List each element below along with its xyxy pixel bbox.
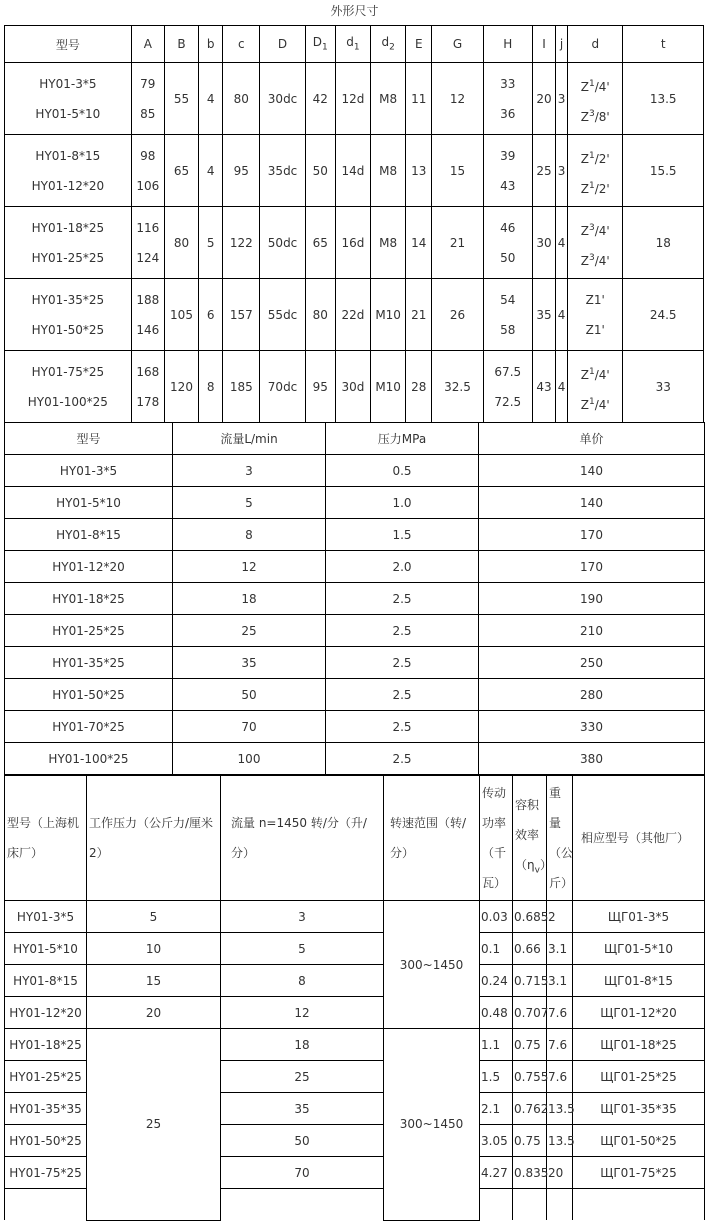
flow-cell: 100 [173,743,326,775]
header-cell: 流量L/min [173,423,326,455]
efficiency-cell: 0.835 [513,1157,547,1189]
equivalent-model-cell [573,1189,705,1221]
stacked-value: 46 [500,220,516,235]
spec-header-row [5,776,705,901]
cell-d: 35dc [260,135,305,207]
header-cell: d [568,26,623,63]
pressure-cell: 2.5 [326,679,479,711]
power-cell: 0.48 [480,997,513,1029]
cell-b: 4 [199,135,223,207]
pressure-cell: 10 [87,933,221,965]
header-cell: b [199,26,223,63]
stacked-value: 188 [136,292,160,307]
dimension-header-row [5,26,704,63]
price-cell: 170 [479,551,705,583]
superscript: 3 [589,108,595,119]
cell-i: 20 [532,63,555,135]
price-cell: 210 [479,615,705,647]
weight-cell: 3.1 [547,965,573,997]
superscript: 1 [589,180,595,191]
cell-h [483,351,532,423]
pressure-cell: 2.5 [326,743,479,775]
superscript: 1 [589,150,595,161]
model-cell: HY01-12*20 [5,551,173,583]
spec-row [5,901,705,933]
model-cell: HY01-50*25 [5,679,173,711]
header-cell: 型号 [5,26,132,63]
cell-d1: 42 [305,63,335,135]
flow-cell: 50 [221,1125,384,1157]
port-thread-value: $Z^1/4'$ [580,366,610,382]
stacked-value: 168 [136,364,160,379]
cell-c: 80 [223,63,260,135]
price-row [5,519,705,551]
cell-d: 55dc [260,279,305,351]
pressure-cell: 0.5 [326,455,479,487]
price-cell: 250 [479,647,705,679]
cell-j: 3 [556,63,568,135]
header-cell: 单价 [479,423,705,455]
model-cell: HY01-35*35 [5,1093,87,1125]
dimension-row [5,351,704,423]
cell-a [131,351,164,423]
weight-cell: 13.5 [547,1093,573,1125]
stacked-value: HY01-75*25 [31,364,105,379]
efficiency-cell: 0.66 [513,933,547,965]
stacked-value: 33 [500,76,516,91]
efficiency-cell: 0.707 [513,997,547,1029]
price-row [5,711,705,743]
cell-d [568,63,623,135]
header-cell: E [406,26,432,63]
stacked-value: HY01-12*20 [31,178,105,193]
header-cell: 相应型号（其他厂） [573,776,705,901]
power-cell: 3.05 [480,1125,513,1157]
cell-g: 15 [432,135,483,207]
stacked-value: 124 [136,250,160,265]
pressure-cell: 2.0 [326,551,479,583]
efficiency-cell [513,1189,547,1221]
flow-cell: 25 [173,615,326,647]
efficiency-cell: 0.762 [513,1093,547,1125]
superscript: 1 [589,366,595,377]
stacked-value: 36 [500,106,516,121]
superscript: 3 [589,222,595,233]
model-cell: HY01-3*5 [5,901,87,933]
cell-e: 11 [406,63,432,135]
cell-j: 3 [556,135,568,207]
pressure-cell: 1.0 [326,487,479,519]
cell-d2: M8 [371,207,406,279]
cell-b: 120 [164,351,198,423]
power-cell: 0.1 [480,933,513,965]
cell-i: 25 [532,135,555,207]
stacked-value: 98 [140,148,156,163]
header-cell: I [532,26,555,63]
stacked-value: HY01-18*25 [31,220,105,235]
weight-cell: 20 [547,1157,573,1189]
header-cell: H [483,26,532,63]
cell-j: 4 [556,279,568,351]
cell-e: 21 [406,279,432,351]
price-cell: 170 [479,519,705,551]
power-cell: 2.1 [480,1093,513,1125]
header-cell: 压力MPa [326,423,479,455]
cell-d2: M10 [371,351,406,423]
superscript: 3 [589,252,595,263]
model-cell: HY01-18*25 [5,583,173,615]
header-cell: j [556,26,568,63]
cell-t: 15.5 [623,135,704,207]
model-cell [5,1189,87,1221]
weight-cell: 3.1 [547,933,573,965]
efficiency-cell: 0.685 [513,901,547,933]
cell-models [5,279,132,351]
flow-cell: 8 [221,965,384,997]
equivalent-model-cell: ЩГ01-8*15 [573,965,705,997]
price-cell: 140 [479,455,705,487]
header-cell: 转速范围（转/分） [384,776,480,901]
equivalent-model-cell: ЩГ01-35*35 [573,1093,705,1125]
cell-d1: 22d [335,279,370,351]
equivalent-model-cell: ЩГ01-75*25 [573,1157,705,1189]
pressure-cell: 15 [87,965,221,997]
cell-i: 35 [532,279,555,351]
power-cell: 0.24 [480,965,513,997]
cell-d1: 12d [335,63,370,135]
dimension-table [4,25,704,423]
subscript: 1 [353,42,360,53]
caption: 外形尺寸 [330,4,379,18]
header-cell: $D_1$ [305,26,335,63]
header-cell: D [260,26,305,63]
header-cell: 传动功率（千瓦） [480,776,513,901]
pressure-cell: 2.5 [326,583,479,615]
flow-cell: 3 [221,901,384,933]
price-row [5,583,705,615]
price-cell: 380 [479,743,705,775]
equivalent-model-cell: ЩГ01-25*25 [573,1061,705,1093]
efficiency-cell: 0.75 [513,1125,547,1157]
weight-cell: 7.6 [547,1029,573,1061]
header-cell: $d_1$ [335,26,370,63]
pressure-cell: 5 [87,901,221,933]
price-row [5,455,705,487]
stacked-value: HY01-8*15 [35,148,101,163]
flow-cell: 5 [173,487,326,519]
stacked-value: HY01-50*25 [31,322,105,337]
stacked-value: 79 [140,76,156,91]
stacked-value: 67.5 [494,364,522,379]
dimension-row [5,63,704,135]
port-thread-value: Z1' [585,322,605,337]
cell-e: 28 [406,351,432,423]
cell-e: 14 [406,207,432,279]
stacked-value: 178 [136,394,160,409]
pressure-cell: 25 [87,1029,221,1221]
cell-d [568,207,623,279]
flow-cell: 35 [173,647,326,679]
cell-c: 185 [223,351,260,423]
cell-b: 8 [199,351,223,423]
cell-j: 4 [556,207,568,279]
cell-h [483,279,532,351]
model-cell: HY01-3*5 [5,455,173,487]
dimension-row [5,207,704,279]
header-cell: B [164,26,198,63]
cell-t: 33 [623,351,704,423]
stacked-value: 58 [500,322,516,337]
cell-models [5,351,132,423]
model-cell: HY01-5*10 [5,933,87,965]
cell-b: 80 [164,207,198,279]
cell-d [568,135,623,207]
pressure-cell: 2.5 [326,711,479,743]
header-cell: 工作压力（公斤力/厘米2） [87,776,221,901]
stacked-value: HY01-25*25 [31,250,105,265]
spec-row [5,997,705,1029]
flow-cell [221,1189,384,1221]
flow-cell: 12 [221,997,384,1029]
superscript: 1 [589,78,595,89]
cell-d2: M10 [371,279,406,351]
header-cell: A [131,26,164,63]
header-cell: 重量（公斤） [547,776,573,901]
spec-row [5,1029,705,1061]
flow-cell: 35 [221,1093,384,1125]
price-row [5,551,705,583]
cell-d [568,279,623,351]
cell-d: 70dc [260,351,305,423]
equivalent-model-cell: ЩГ01-3*5 [573,901,705,933]
pressure-cell: 2.5 [326,647,479,679]
cell-i: 30 [532,207,555,279]
header-cell: t [623,26,704,63]
stacked-value: 72.5 [494,394,522,409]
cell-d1: 14d [335,135,370,207]
model-cell: HY01-5*10 [5,487,173,519]
cell-c: 95 [223,135,260,207]
model-cell: HY01-12*20 [5,997,87,1029]
cell-h [483,63,532,135]
flow-cell: 5 [221,933,384,965]
model-cell: HY01-8*15 [5,965,87,997]
power-cell: 4.27 [480,1157,513,1189]
model-cell: HY01-25*25 [5,615,173,647]
price-row [5,615,705,647]
model-cell: HY01-75*25 [5,1157,87,1189]
cell-d1: 65 [305,207,335,279]
price-row [5,743,705,775]
flow-cell: 50 [173,679,326,711]
dimension-row [5,135,704,207]
stacked-value: 43 [500,178,516,193]
flow-cell: 70 [173,711,326,743]
header-cell: c [223,26,260,63]
cell-models [5,207,132,279]
cell-a [131,135,164,207]
price-cell: 140 [479,487,705,519]
subscript: 1 [322,42,328,53]
price-header-row [5,423,705,455]
stacked-value: 106 [136,178,160,193]
cell-d [568,351,623,423]
spec-row [5,933,705,965]
cell-g: 12 [432,63,483,135]
equivalent-model-cell: ЩГ01-18*25 [573,1029,705,1061]
speed-cell: 300~1450 [384,901,480,1029]
cell-g: 32.5 [432,351,483,423]
flow-cell: 8 [173,519,326,551]
header-cell: $d_2$ [371,26,406,63]
price-row [5,679,705,711]
model-cell: HY01-18*25 [5,1029,87,1061]
weight-cell: 7.6 [547,1061,573,1093]
flow-cell: 12 [173,551,326,583]
cell-c: 157 [223,279,260,351]
power-cell: 0.03 [480,901,513,933]
cell-b: 5 [199,207,223,279]
pressure-cell: 2.5 [326,615,479,647]
port-thread-value: $Z^3/4'$ [580,252,610,268]
stacked-value: HY01-3*5 [39,76,97,91]
price-row [5,487,705,519]
cell-g: 21 [432,207,483,279]
port-thread-value: $Z^3/4'$ [580,222,610,238]
stacked-value: 85 [140,106,156,121]
efficiency-cell: 0.715 [513,965,547,997]
model-cell: HY01-8*15 [5,519,173,551]
cell-d1: 16d [335,207,370,279]
header-cell: 容积效率$(\eta_v)$ [513,776,547,901]
price-cell: 330 [479,711,705,743]
efficiency-cell: 0.755 [513,1061,547,1093]
cell-b: 6 [199,279,223,351]
subscript: 2 [389,42,395,53]
cell-a [131,279,164,351]
cell-d1: 95 [305,351,335,423]
cell-b: 65 [164,135,198,207]
model-cell: HY01-100*25 [5,743,173,775]
stacked-value: 50 [500,250,516,265]
power-cell: 1.5 [480,1061,513,1093]
cell-d1: 30d [335,351,370,423]
power-cell: 1.1 [480,1029,513,1061]
header-cell: 流量 n=1450 转/分（升/分） [221,776,384,901]
port-thread-value: Z1' [585,292,605,307]
cell-t: 24.5 [623,279,704,351]
header-cell: 型号（上海机床厂） [5,776,87,901]
equivalent-model-cell: ЩГ01-5*10 [573,933,705,965]
price-row [5,647,705,679]
stacked-value: 116 [136,220,160,235]
flow-cell: 18 [221,1029,384,1061]
pressure-cell: 1.5 [326,519,479,551]
cell-t: 18 [623,207,704,279]
cell-models [5,135,132,207]
cell-t: 13.5 [623,63,704,135]
port-thread-value: $Z^3/8'$ [580,108,610,124]
weight-cell [547,1189,573,1221]
weight-cell: 13.5 [547,1125,573,1157]
dimension-row [5,279,704,351]
cell-b: 105 [164,279,198,351]
efficiency-cell: 0.75 [513,1029,547,1061]
model-cell: HY01-50*25 [5,1125,87,1157]
cell-d1: 80 [305,279,335,351]
stacked-value: HY01-35*25 [31,292,105,307]
spec-table [4,775,705,1221]
header-cell: 型号 [5,423,173,455]
cell-h [483,207,532,279]
speed-cell: 300~1450 [384,1029,480,1221]
port-thread-value: $Z^1/2'$ [580,150,610,166]
flow-cell: 3 [173,455,326,487]
cell-d1: 50 [305,135,335,207]
port-thread-value: $Z^1/4'$ [580,396,610,412]
cell-d: 30dc [260,63,305,135]
stacked-value: 146 [136,322,160,337]
price-cell: 280 [479,679,705,711]
header-cell: G [432,26,483,63]
model-cell: HY01-35*25 [5,647,173,679]
cell-g: 26 [432,279,483,351]
price-cell: 190 [479,583,705,615]
flow-cell: 70 [221,1157,384,1189]
stacked-value: 54 [500,292,516,307]
weight-cell: 2 [547,901,573,933]
equivalent-model-cell: ЩГ01-50*25 [573,1125,705,1157]
cell-e: 13 [406,135,432,207]
cell-c: 122 [223,207,260,279]
pressure-cell: 20 [87,997,221,1029]
flow-cell: 18 [173,583,326,615]
cell-d2: M8 [371,63,406,135]
port-thread-value: $Z^1/4'$ [580,78,610,94]
price-table [4,422,705,775]
superscript: 1 [589,396,595,407]
cell-d: 50dc [260,207,305,279]
cell-a [131,207,164,279]
cell-j: 4 [556,351,568,423]
cell-a [131,63,164,135]
stacked-value: HY01-5*10 [35,106,101,121]
stacked-value: 39 [500,148,516,163]
weight-cell: 7.6 [547,997,573,1029]
flow-cell: 25 [221,1061,384,1093]
cell-b: 4 [199,63,223,135]
model-cell: HY01-70*25 [5,711,173,743]
port-thread-value: $Z^1/2'$ [580,180,610,196]
power-cell [480,1189,513,1221]
cell-b: 55 [164,63,198,135]
cell-i: 43 [532,351,555,423]
cell-h [483,135,532,207]
subscript: v [534,865,540,876]
cell-models [5,63,132,135]
spec-row [5,965,705,997]
equivalent-model-cell: ЩГ01-12*20 [573,997,705,1029]
model-cell: HY01-25*25 [5,1061,87,1093]
stacked-value: HY01-100*25 [27,394,108,409]
cell-d2: M8 [371,135,406,207]
